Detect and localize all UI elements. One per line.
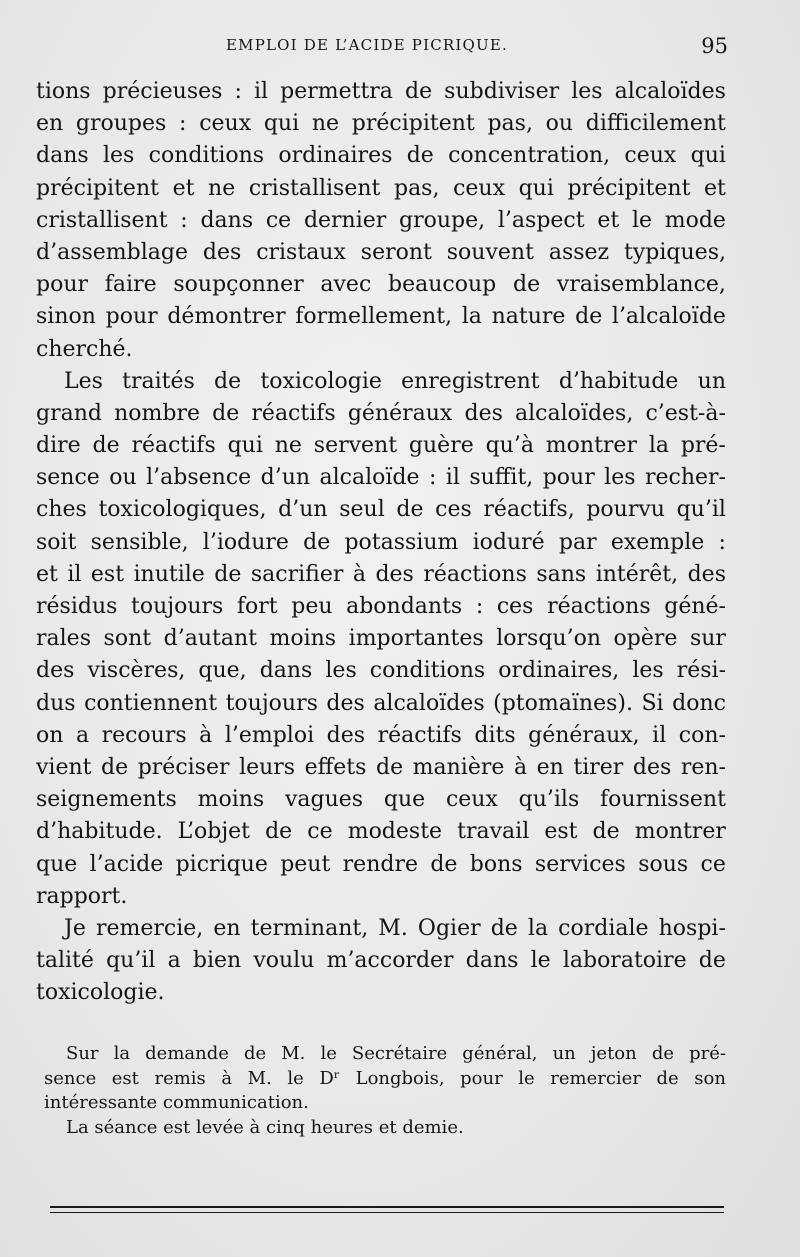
text-line: dire de réactifs qui ne servent guère qu’à montrer la pré- (36, 433, 726, 459)
text-line: cherché. (36, 336, 133, 362)
text-line: que l’acide picrique peut rendre de bons services sous ce (36, 851, 726, 877)
text-line: toxicologie. (36, 980, 165, 1006)
text-line: pour faire soupçonner avec beaucoup de vraisemblance, (36, 272, 726, 298)
note-line: Sur la demande de M. le Secrétaire général, un jeton de pré- (66, 1043, 726, 1064)
text-line: des viscères, que, dans les conditions ordinaires, les rési- (36, 658, 726, 684)
body-text (36, 76, 726, 1009)
note-line: intéressante communication. (44, 1092, 309, 1113)
text-line: on a recours à l’emploi des réactifs dits généraux, il con- (36, 722, 726, 748)
page-header (36, 36, 728, 64)
text-line: d’habitude. L’objet de ce modeste travail est de montrer (36, 819, 726, 845)
text-line: sinon pour démontrer formellement, la nature de l’alcaloïde (36, 304, 726, 330)
running-title: EMPLOI DE L’ACIDE PICRIQUE. (226, 36, 508, 54)
text-line: précipitent et ne cristallisent pas, ceux qui précipitent et (36, 175, 726, 201)
text-line: soit sensible, l’iodure de potassium ioduré par exemple : (36, 529, 726, 555)
session-note (44, 1042, 726, 1140)
text-line: dans les conditions ordinaires de concentration, ceux qui (36, 143, 726, 169)
text-line: rapport. (36, 883, 128, 909)
text-line: tions précieuses : il permettra de subdiviser les alcaloïdes (36, 79, 726, 104)
text-line: Les traités de toxicologie enregistrent d’habitude un (64, 368, 726, 394)
text-line: grand nombre de réactifs généraux des alcaloïdes, c’est-à- (36, 400, 726, 426)
text-line: et il est inutile de sacrifier à des réactions sans intérêt, des (36, 561, 726, 587)
note-line: sence est remis à M. le Dʳ Longbois, pour le remercier de son (44, 1067, 726, 1089)
text-line: talité qu’il a bien voulu m’accorder dans le laboratoire de (36, 948, 726, 974)
text-line: vient de préciser leurs effets de manière à en tirer des ren- (36, 754, 726, 780)
text-line: Je remercie, en terminant, M. Ogier de la cordiale hospi- (64, 915, 726, 941)
text-line: rales sont d’autant moins importantes lorsqu’on opère sur (36, 626, 726, 652)
note-line: La séance est levée à cinq heures et demie. (66, 1116, 464, 1138)
text-line: en groupes : ceux qui ne précipitent pas, ou difficilement (36, 111, 726, 137)
bottom-rule-thin (50, 1212, 724, 1213)
text-line: dus contiennent toujours des alcaloïdes (ptomaïnes). Si donc (36, 690, 726, 716)
text-line: sence ou l’absence d’un alcaloïde : il suffit, pour les recher- (36, 465, 726, 491)
text-line: ches toxicologiques, d’un seul de ces réactifs, pourvu qu’il (36, 497, 726, 523)
text-line: seignements moins vagues que ceux qu’ils fournissent (36, 787, 726, 813)
text-line: cristallisent : dans ce dernier groupe, l’aspect et le mode (36, 207, 726, 233)
text-line: d’assemblage des cristaux seront souvent assez typiques, (36, 239, 726, 265)
text-line: résidus toujours fort peu abondants : ces réactions géné- (36, 594, 726, 619)
page-number: 95 (701, 34, 728, 58)
bottom-rule (50, 1206, 724, 1208)
